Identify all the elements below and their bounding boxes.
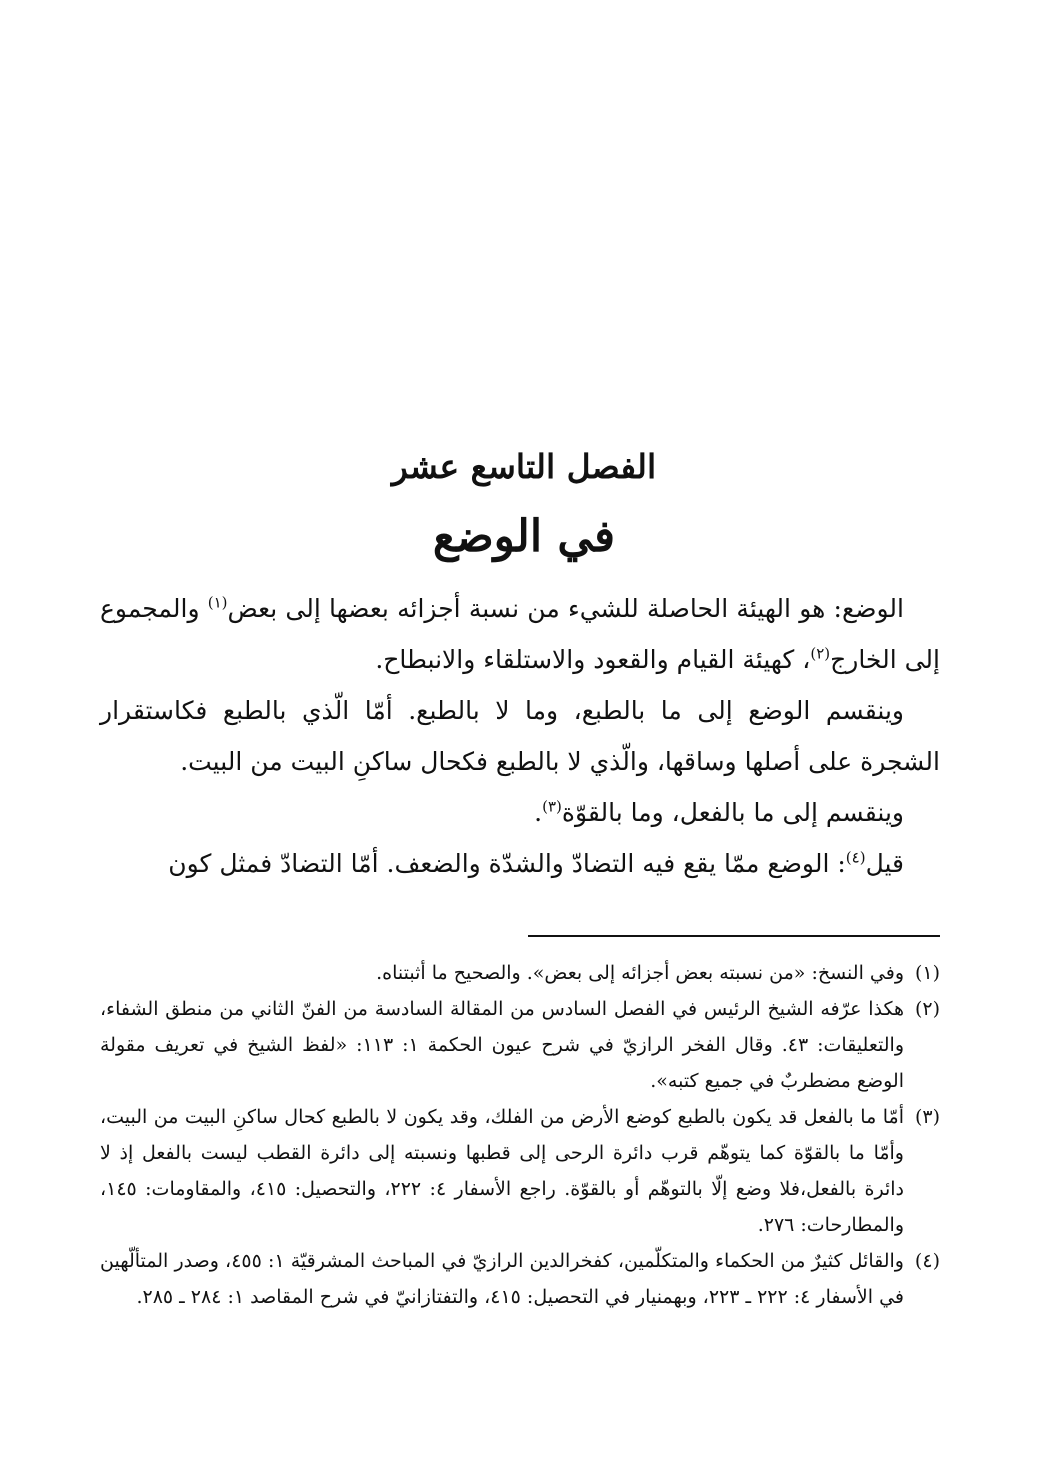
paragraph-contrariety [100,838,940,889]
footnote-text: والقائل كثيرٌ من الحكماء والمتكلّمين، كفخرالدين الرازيّ في المباحث المشرقيّة ١: ٤٥٥، وصدر المتألّهين في الأسفار ٤: ٢٢٢ ـ ٢٢٣، وبهمنيار في التحصيل: ٤١٥، والتفتازانيّ في شرح المقاصد ١: ٢٨٤ ـ ٢٨٥. [100,1250,904,1308]
footnote-ref-1[interactable]: (١) [207,593,228,612]
footnote-divider [528,935,940,937]
footnote-mark: (٣) [914,1106,940,1128]
paragraph-definition [100,583,940,685]
main-text [100,583,940,889]
footnote-mark: (٤) [914,1250,940,1272]
footnote-text: هكذا عرّفه الشيخ الرئيس في الفصل السادس من المقالة السادسة من الفنّ الثاني من منطق الشفاء، والتعليقات: ٤٣. وقال الفخر الرازيّ في شرح عيون الحكمة ١: ١١٣: «لفظ الشيخ في تعريف مقولة الوضع مضطربٌ في جميع كتبه». [100,998,904,1092]
footnote-3 [100,1099,940,1243]
paragraph-text: وينقسم الوضع إلى ما بالطبع، وما لا بالطبع. أمّا الّذي بالطبع فكاستقرار الشجرة على أصلها وساقها، والّذي لا بالطبع فكحال ساكنِ البيت من البيت. [100,696,940,776]
footnote-mark: (١) [914,962,940,984]
footnote-1 [100,955,940,991]
footnote-4 [100,1243,940,1315]
footnote-ref-2[interactable]: (٢) [810,644,831,663]
footnote-text: وفي النسخ: «من نسبته بعض أجزائه إلى بعض». والصحيح ما أثبتناه. [376,962,904,984]
footnote-text: أمّا ما بالفعل قد يكون بالطبع كوضع الأرض من الفلك، وقد يكون لا بالطبع كحال ساكنِ البيت من البيت، وأمّا ما بالقوّة كما يتوهّم قرب دائرة الرحى إلى قطبها ونسبته إلى دائرة القطب ليست بالفعل إذ لا دائرة بالفعل،فلا وضع إلّا بالتوهّم أو بالقوّة. راجع الأسفار ٤: ٢٢٢، والتحصيل: ٤١٥، والمقاومات: ١٤٥، والمطارحات: ٢٧٦. [100,1106,904,1236]
paragraph-text: الوضع: هو الهيئة الحاصلة للشيء من نسبة أجزائه بعضها إلى بعض [227,594,904,623]
paragraph-text: : الوضع ممّا يقع فيه التضادّ والشدّة والضعف. أمّا التضادّ فمثل كون [168,849,846,878]
chapter-subtitle: في الوضع [432,511,616,562]
paragraph-text: قيل [865,849,904,878]
paragraph-text: ، كهيئة القيام والقعود والاستلقاء والانبطاح. [375,645,811,674]
footnote-mark: (٢) [914,998,940,1020]
chapter-title: الفصل التاسع عشر [391,447,657,486]
paragraph-text: . [534,798,543,827]
paragraph-text: وينقسم إلى ما بالفعل، وما بالقوّة [561,798,904,827]
footnote-2 [100,991,940,1099]
paragraph-text: والمجموع إلى الخارج [100,594,940,674]
footnote-ref-3[interactable]: (٣) [542,797,562,816]
paragraph-division-actuality [100,787,940,838]
paragraph-division-nature [100,685,940,787]
footnote-ref-4[interactable]: (٤) [845,848,866,867]
footnotes-section [100,955,940,1315]
